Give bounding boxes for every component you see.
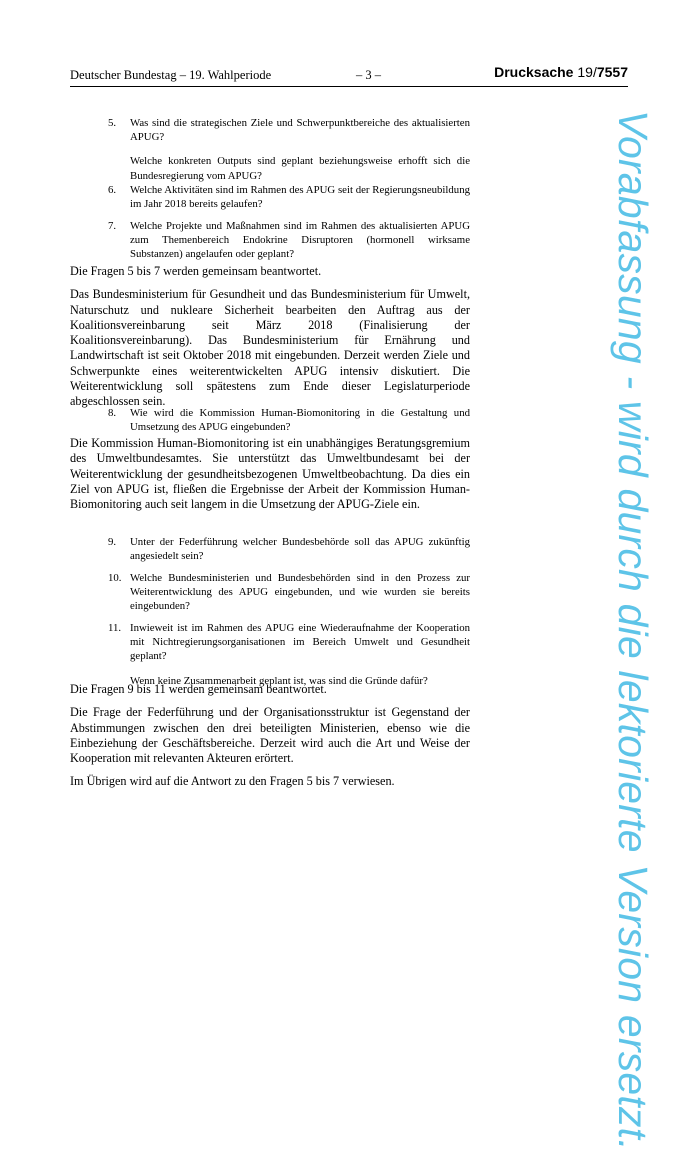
question-text: Welche Aktivitäten sind im Rahmen des APUG seit der Regierungsneubildung im Jahr 2018 bereits gelaufen? xyxy=(130,184,470,211)
answer-9-11 xyxy=(70,682,470,798)
question-text: Was sind die strategischen Ziele und Schwerpunktbereiche des aktualisierten APUG? xyxy=(130,117,470,144)
question-text: Welche Projekte und Maßnahmen sind im Rahmen des aktualisierten APUG zum Themenbereich Endokrine Disruptoren (hormonell wirksame Substanzen) angelaufen oder geplant? xyxy=(130,220,470,261)
question-5 xyxy=(108,116,470,183)
draft-watermark: Vorabfassung - wird durch die lektorierte Version ersetzt. xyxy=(610,110,656,1151)
answer-5-7 xyxy=(70,264,470,418)
answer-text: Die Frage der Federführung und der Organisationsstruktur ist Gegenstand der Abstimmungen zwischen den drei beteiligten Ministerien, ebenso wie die Einbeziehung der Geschäftsbereiche. Derzeit wird auch die Art und Weise der Kooperation mit relevanten Akteuren erörtert. xyxy=(70,705,470,766)
question-text: Unter der Federführung welcher Bundesbehörde soll das APUG zukünftig angesiedelt sein? xyxy=(130,536,470,563)
question-subtext: Wenn keine Zusammenarbeit geplant ist, was sind die Gründe dafür? xyxy=(130,674,428,687)
page-header xyxy=(70,64,628,87)
answer-text: Die Kommission Human-Biomonitoring ist ein unabhängiges Beratungsgremium des Umweltbundesamtes. Sie unterstützt das Umweltbundesamt bei der Weiterentwicklung der gesundheitsbezogenen Umweltbeobachtung. Da dies ein Ziel von APUG ist, fließen die Ergebnisse der Arbeit der Kommission Human-Biomonitoring auch seit langem in die Umsetzung der APUG-Ziele ein. xyxy=(70,436,470,512)
question-7 xyxy=(108,219,470,262)
question-subtext: Welche konkreten Outputs sind geplant beziehungsweise erhofft sich die Bundesregierung vom APUG? xyxy=(130,155,470,182)
question-number: 9. xyxy=(108,536,117,548)
answer-text: Das Bundesministerium für Gesundheit und das Bundesministerium für Umwelt, Naturschutz und nukleare Sicherheit bearbeiten den Auftrag aus der Koalitionsvereinbarung seit März 2018 (Finalisierung der Koalitionsvereinbarung). Das Bundesministerium für Ernährung und Landwirtschaft ist seit Oktober 2018 mit eingebunden. Derzeit werden Ziele und Schwerpunkte eines weiterentwickelten APUG intensiv diskutiert. Die Weiterentwicklung soll spätestens zum Ende dieser Legislaturperiode abgeschlossen sein. xyxy=(70,287,470,409)
answer-8 xyxy=(70,436,470,520)
drucksache-label: Drucksache xyxy=(494,64,574,80)
answer-intro: Die Fragen 9 bis 11 werden gemeinsam beantwortet. xyxy=(70,682,327,696)
answer-reference: Im Übrigen wird auf die Antwort zu den Fragen 5 bis 7 verwiesen. xyxy=(70,774,395,789)
drucksache-number-prefix: 19/ xyxy=(577,64,597,80)
question-number: 10. xyxy=(108,572,122,584)
header-page-number: – 3 – xyxy=(356,68,381,82)
header-drucksache xyxy=(494,64,628,80)
question-9 xyxy=(108,535,470,563)
question-text: Wie wird die Kommission Human-Biomonitoring in die Gestaltung und Umsetzung des APUG eingebunden? xyxy=(130,407,470,434)
question-6 xyxy=(108,183,470,211)
question-number: 5. xyxy=(108,117,117,129)
question-text: Welche Bundesministerien und Bundesbehörden sind in den Prozess zur Weiterentwicklung des APUG eingebunden, und wie wurden sie bereits eingebunden? xyxy=(130,572,470,613)
question-8 xyxy=(108,406,470,434)
header-parliament: Deutscher Bundestag – 19. Wahlperiode xyxy=(70,68,272,82)
question-11 xyxy=(108,621,470,688)
question-number: 7. xyxy=(108,220,117,232)
question-10 xyxy=(108,571,470,614)
question-text: Inwieweit ist im Rahmen des APUG eine Wiederaufnahme der Kooperation mit Nichtregierungsorganisationen im Bereich Umwelt und Gesundheit geplant? xyxy=(130,622,470,663)
question-number: 11. xyxy=(108,622,122,634)
answer-intro: Die Fragen 5 bis 7 werden gemeinsam beantwortet. xyxy=(70,264,322,278)
question-number: 8. xyxy=(108,407,117,419)
drucksache-number: 7557 xyxy=(596,64,628,80)
question-number: 6. xyxy=(108,184,117,196)
